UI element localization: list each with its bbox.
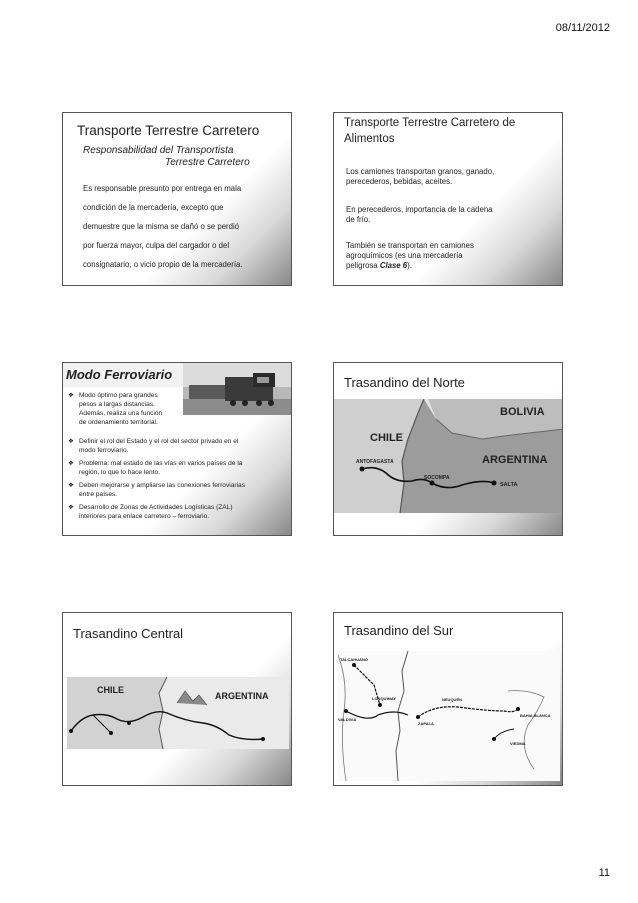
- map-label: ZAPALA: [418, 721, 434, 726]
- body-line: Es responsable presunto por entrega en mala: [83, 184, 242, 193]
- bullet-item: ❖ Modo óptimo para grandes pesos a largas distancias. Además, realiza una función de ordenamiento territorial.: [68, 392, 163, 426]
- text-run-bold: Clase 6: [379, 261, 408, 270]
- map-label: ARGENTINA: [482, 454, 548, 466]
- bullet-item: ❖ Definir el rol del Estado y el rol del sector privado en el modo ferroviario.: [68, 438, 239, 454]
- map-label: NEUQUÉN: [442, 697, 463, 702]
- slide-trasandino-norte: [333, 362, 563, 536]
- print-date: 08/11/2012: [555, 22, 610, 34]
- bullet-item: ❖ Deben mejorarse y ampliarse las conexiones ferroviarias entre países.: [68, 482, 246, 498]
- body-line: demuestre que la misma se dañó o se perdió: [83, 222, 240, 231]
- map-label: BOLIVIA: [500, 406, 545, 418]
- map-label: VIEDMA: [510, 741, 526, 746]
- map-label: SOCOMPA: [424, 475, 450, 481]
- map-trasandino-central: [67, 677, 289, 749]
- body-line: En perecederos, importancia de la cadena: [346, 205, 493, 214]
- bullet-icon: ❖: [68, 504, 74, 511]
- map-label: BAHIA BLANCA: [520, 713, 551, 718]
- body-line: También se transportan en camiones: [346, 241, 474, 250]
- slide-transporte-terrestre: [62, 112, 292, 286]
- slide-title: Modo Ferroviario: [66, 367, 173, 382]
- body-line: condición de la mercadería, excepto que: [83, 203, 224, 212]
- map-label: SALTA: [500, 482, 518, 488]
- map-label: CHILE: [97, 685, 124, 695]
- body-line: [346, 261, 412, 271]
- map-label: VALDIVIA: [338, 717, 357, 722]
- body-line: consignatario, o vicio propio de la mercadería.: [83, 260, 243, 269]
- map-label: CHILE: [370, 432, 403, 444]
- body-line: de frío.: [346, 215, 371, 224]
- body-line: agroquímicos (es una mercadería: [346, 251, 463, 260]
- slide-title: Alimentos: [344, 133, 395, 145]
- bullet-icon: ❖: [68, 482, 74, 489]
- body-line: por fuerza mayor, culpa del cargador o del: [83, 241, 230, 250]
- text-run: peligrosa: [346, 261, 380, 270]
- body-line: Los camiones transportan granos, ganado,: [346, 167, 495, 176]
- map-label: ANTOFAGASTA: [356, 459, 394, 465]
- map-label: TALCAHUANO: [340, 657, 368, 662]
- slide-trasandino-central: [62, 612, 292, 786]
- slide-title: Trasandino del Norte: [344, 375, 465, 390]
- map-trasandino-norte: [333, 399, 563, 513]
- slide-subtitle: Terrestre Carretero: [165, 157, 250, 168]
- slide-modo-ferroviario: [62, 362, 292, 536]
- bullet-item: ❖ Problema: mal estado de las vías en varios países de la región, lo que lo hace lento.: [68, 460, 243, 476]
- map-label: ARGENTINA: [215, 691, 269, 701]
- slide-transporte-alimentos: [333, 112, 563, 286]
- page-number: 11: [598, 867, 610, 879]
- body-line: perecederos, bebidas, aceites.: [346, 177, 453, 186]
- slide-trasandino-sur: [333, 612, 563, 786]
- bullet-icon: ❖: [68, 438, 74, 445]
- bullet-icon: ❖: [68, 460, 74, 467]
- slide-title: Transporte Terrestre Carretero: [77, 123, 260, 138]
- slide-title: Trasandino del Sur: [344, 623, 454, 638]
- map-label: LONQUIMAY: [372, 696, 397, 701]
- slide-title: Trasandino Central: [73, 626, 184, 641]
- slide-subtitle: Responsabilidad del Transportista: [83, 145, 234, 156]
- bullet-icon: ❖: [68, 392, 74, 399]
- map-trasandino-sur: [338, 651, 560, 781]
- text-run: ).: [407, 261, 412, 270]
- slide-title: Transporte Terrestre Carretero de: [344, 117, 516, 129]
- bullet-item: ❖ Desarrollo de Zonas de Actividades Logísticas (ZAL) interiores para enlace carretero – ferroviario.: [68, 504, 233, 520]
